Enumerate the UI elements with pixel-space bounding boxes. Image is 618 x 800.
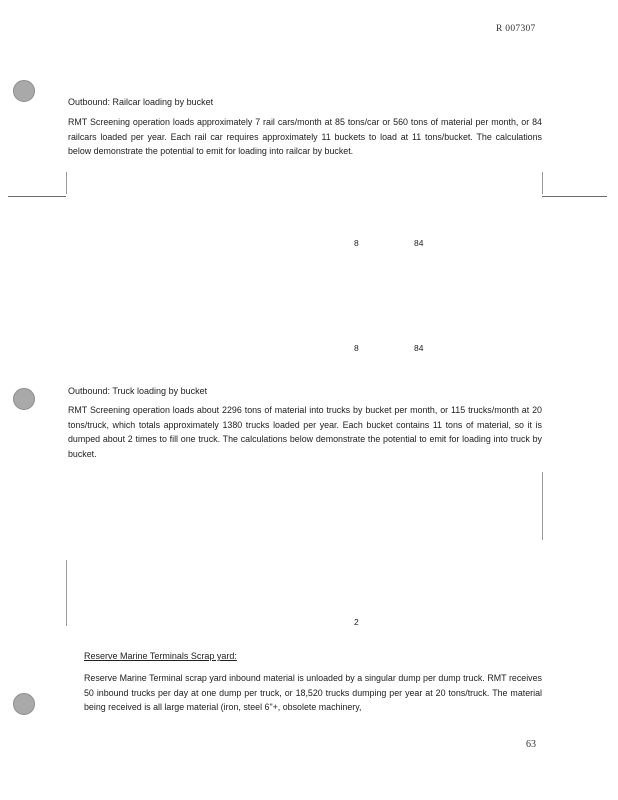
binder-hole-middle — [13, 388, 35, 410]
truck-calc-left-edge — [66, 560, 67, 626]
right-margin-rule — [542, 196, 607, 197]
binder-hole-bottom — [13, 693, 35, 715]
railcar-calc-value-a: 8 — [354, 343, 359, 353]
scrap-yard-paragraph: Reserve Marine Terminal scrap yard inbound material is unloaded by a singular dump per dump truck. RMT receives 50 inbound trucks per day at one dump per truck, or 18,520 trucks dumping per year at 20 tons/truck. The material being received is all large material (iron, steel 6"+, obsolete machinery, — [84, 673, 542, 712]
truck-heading: Outbound: Truck loading by bucket — [68, 386, 208, 396]
railcar-calc-value-b: 84 — [414, 343, 424, 353]
left-margin-rule — [8, 196, 66, 197]
page-number: 63 — [526, 739, 536, 750]
scrap-yard-heading: Reserve Marine Terminals Scrap yard: — [84, 651, 237, 661]
railcar-paragraph: RMT Screening operation loads approximately 7 rail cars/month at 85 tons/car or 560 tons of material per month, or 84 railcars loaded per year. Each rail car requires approximately 11 buckets to load at 11 tons/bucket. The calculations below demonstrate the potential to emit for loading into railcar by bucket. — [68, 117, 542, 156]
calc-box-right-edge — [542, 172, 543, 194]
binder-hole-top — [13, 80, 35, 102]
truck-calc-value: 2 — [354, 617, 359, 627]
truck-calc-right-edge — [542, 472, 543, 540]
truck-paragraph: RMT Screening operation loads about 2296 tons of material into trucks by bucket per month, or 115 trucks/month at 20 tons/truck, which totals approximately 1380 trucks loaded per year. Each bucket contains 11 tons of material, so it is dumped about 2 times to fill one truck. The calculations below demonstrate the potential to emit for loading into truck by bucket. — [68, 405, 542, 459]
calc-box-left-edge — [66, 172, 67, 194]
railcar-calc-value-b: 84 — [414, 238, 424, 248]
railcar-calc-value-a: 8 — [354, 238, 359, 248]
railcar-heading: Outbound: Railcar loading by bucket — [68, 97, 214, 107]
document-id: R 007307 — [496, 24, 536, 34]
